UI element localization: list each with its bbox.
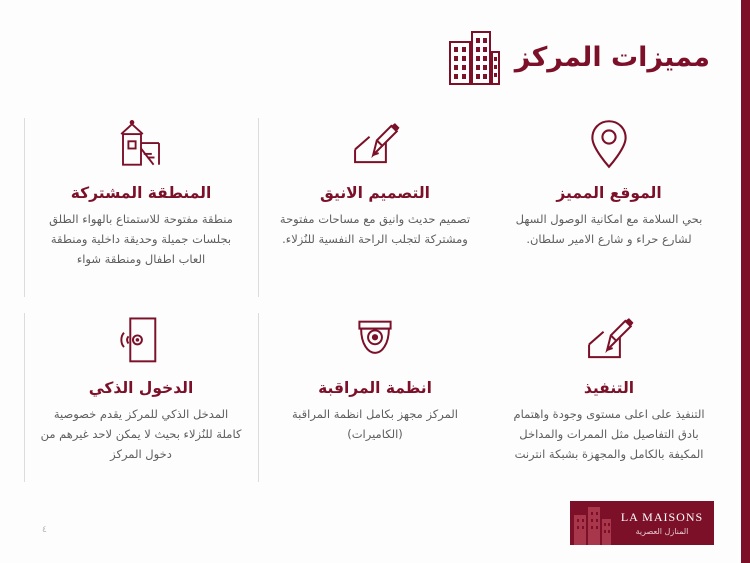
page-title: مميزات المركز <box>514 41 710 73</box>
feature-description: بحي السلامة مع امكانية الوصول السهل لشارع حراء و شارع الامير سلطان. <box>515 212 703 247</box>
feature-item-design <box>258 112 492 307</box>
logo-text-block <box>614 510 714 536</box>
feature-description: المدخل الذكي للمركز يقدم خصوصية كاملة للنُزلاء بحيث لا يمكن لاحد غيرهم من دخول المركز <box>40 407 242 462</box>
buildings-icon <box>447 28 501 86</box>
location-pin-icon <box>588 112 630 176</box>
feature-description: تصميم حديث وانيق مع مساحات مفتوحة ومشتركة لتجلب الراحة النفسية للنُزلاء. <box>279 212 471 247</box>
logo-subtitle: المنازل العصرية <box>635 527 689 536</box>
feature-title: الموقع المميز <box>556 184 662 202</box>
right-edge-inner-gap <box>738 0 741 563</box>
feature-title: التصميم الانيق <box>320 184 430 202</box>
page-number: ٤ <box>42 525 47 535</box>
playground-icon <box>114 112 168 176</box>
feature-item-surveillance <box>258 307 492 492</box>
feature-description: منطقة مفتوحة للاستمتاع بالهواء الطلق بجلسات جميلة وحديقة داخلية ومنطقة العاب اطفال ومنطقة شواء <box>49 212 233 267</box>
execution-pencil-icon <box>580 307 638 371</box>
security-camera-icon <box>349 307 401 371</box>
feature-item-execution <box>492 307 726 492</box>
feature-description: المركز مجهز بكامل انظمة المراقبة (الكاميرات) <box>292 407 458 442</box>
logo-building-mark <box>570 501 614 545</box>
right-edge-accent-bar <box>741 0 750 563</box>
features-grid <box>24 112 726 492</box>
feature-title: التنفيذ <box>583 379 635 397</box>
feature-title: الدخول الذكي <box>88 379 194 397</box>
smart-door-lock-icon <box>116 307 166 371</box>
feature-item-location <box>492 112 726 307</box>
company-logo <box>570 501 714 545</box>
feature-title: المنطقة المشتركة <box>70 184 212 202</box>
design-pencil-icon <box>346 112 404 176</box>
feature-item-shared-area <box>24 112 258 307</box>
feature-description: التنفيذ على اعلى مستوى وجودة واهتمام بادق التفاصيل مثل الممرات والمداخل المكيفة بالكامل والمجهزة بشبكة انترنت <box>513 407 705 462</box>
slide-header <box>447 28 710 86</box>
feature-title: انظمة المراقبة <box>318 379 432 397</box>
feature-item-smart-access <box>24 307 258 492</box>
logo-name: LA MAISONS <box>620 510 704 524</box>
